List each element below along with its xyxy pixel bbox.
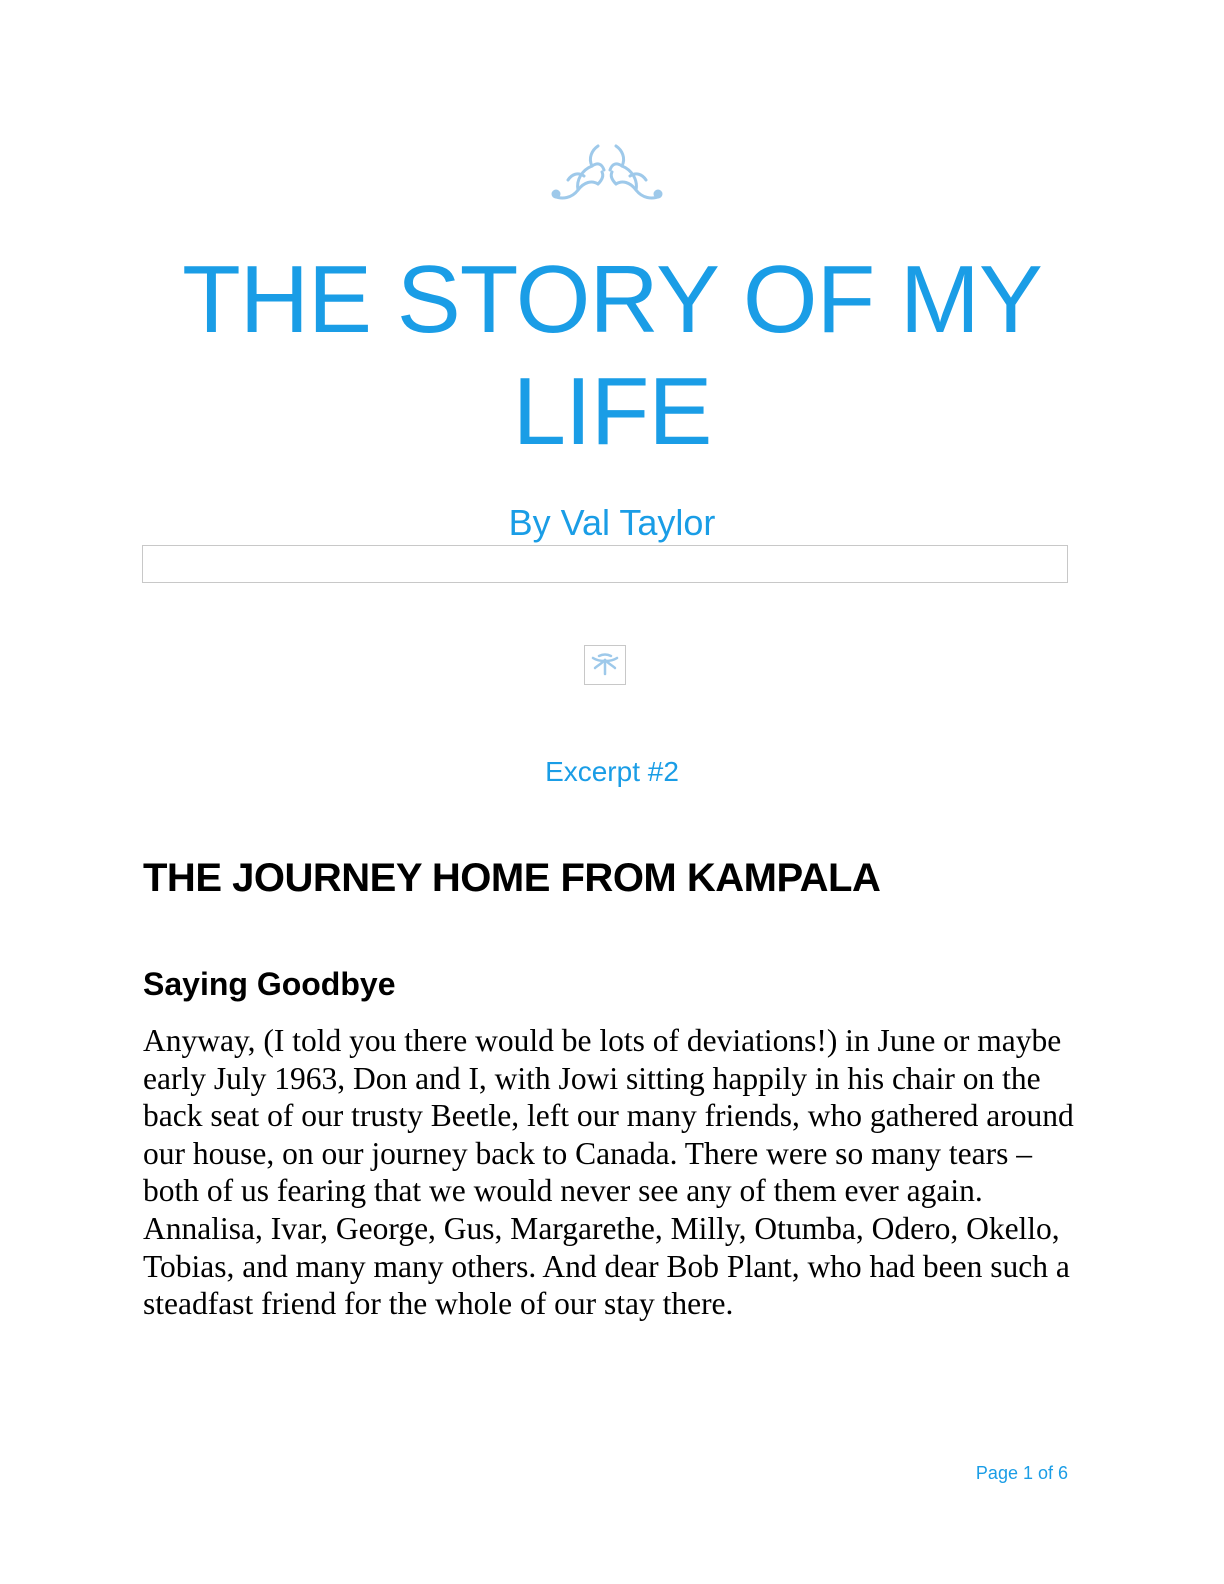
flourish-ornament-icon <box>548 140 666 206</box>
fleuron-ornament-icon <box>584 645 626 685</box>
chapter-heading: THE JOURNEY HOME FROM KAMPALA <box>143 856 881 900</box>
page-number: Page 1 of 6 <box>975 1463 1068 1483</box>
excerpt-label: Excerpt #2 <box>545 756 679 787</box>
section-heading: Saying Goodbye <box>143 966 396 1002</box>
divider-box <box>142 545 1068 583</box>
author-byline: By Val Taylor <box>508 502 716 543</box>
body-paragraph: Anyway, (I told you there would be lots of deviations!) in June or maybe early July 1963, Don and I, with Jowi sitting happily in his chair on the back seat of our trusty Beetle, left our many friends, who gathered around our house, on our journey back to Canada. There were so many tears – both of us fearing that we would never see any of them ever again. Annalisa, Ivar, George, Gus, Margarethe, Milly, Otumba, Odero, Okello, Tobias, and many many others. And dear Bob Plant, who had been such a steadfast friend for the whole of our stay there. <box>143 1023 1074 1322</box>
document-title: THE STORY OF MY LIFE <box>182 246 1042 465</box>
